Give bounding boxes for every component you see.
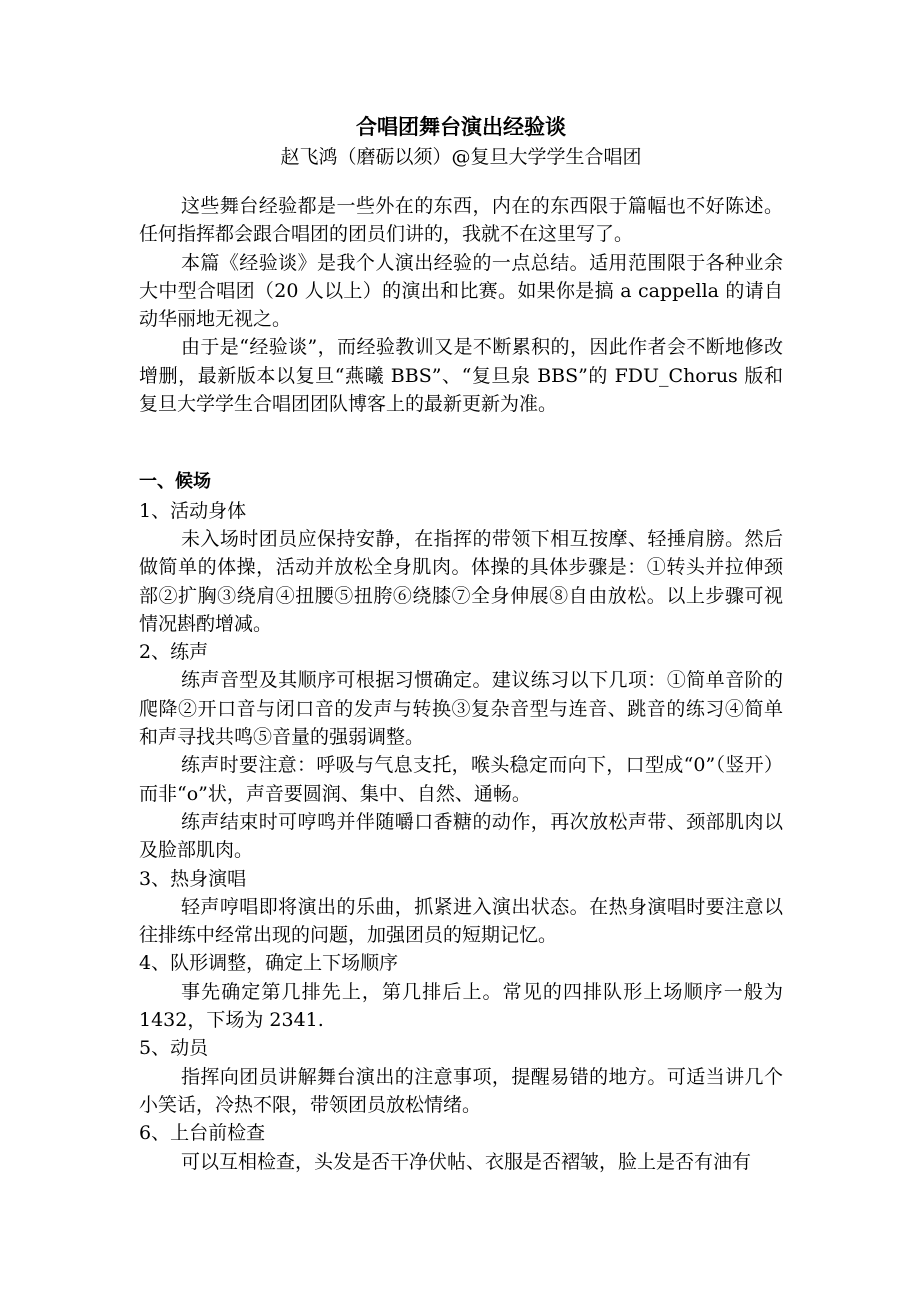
body-paragraph: 事先确定第几排先上，第几排后上。常见的四排队形上场顺序一般为1432，下场为 2341. <box>139 980 783 1032</box>
item-title: 2、练声 <box>139 641 209 664</box>
item-title: 4、队形调整，确定上下场顺序 <box>139 952 399 975</box>
author-line: 赵飞鸿（磨砺以须）@复旦大学学生合唱团 <box>280 146 642 168</box>
section-heading: 一、候场 <box>139 471 211 493</box>
document-page <box>139 112 783 1176</box>
item-title: 5、动员 <box>139 1037 209 1060</box>
body-paragraph: 可以互相检查，头发是否干净伏帖、衣服是否褶皱，脸上是否有油有 <box>181 1150 752 1173</box>
document-title: 合唱团舞台演出经验谈 <box>356 115 566 139</box>
body-paragraph: 未入场时团员应保持安静，在指挥的带领下相互按摩、轻捶肩膀。然后做简单的体操，活动并放松全身肌肉。体操的具体步骤是：①转头并拉伸颈部②扩胸③绕肩④扭腰⑤扭胯⑥绕膝⑦全身伸展⑧自由放松。以上步骤可视情况斟酌增减。 <box>139 527 783 635</box>
item-title: 3、热身演唱 <box>139 867 247 890</box>
intro-paragraph: 本篇《经验谈》是我个人演出经验的一点总结。适用范围限于各种业余大中型合唱团（20 人以上）的演出和比赛。如果你是搞 a cappella 的请自动华丽地无视之。 <box>139 251 783 331</box>
item-title: 6、上台前检查 <box>139 1122 266 1145</box>
body-paragraph: 练声时要注意：呼吸与气息支托，喉头稳定而向下，口型成“0”（竖开）而非“o”状，声音要圆润、集中、自然、通畅。 <box>139 754 783 805</box>
body-paragraph: 练声音型及其顺序可根据习惯确定。建议练习以下几项：①简单音阶的爬降②开口音与闭口音的发声与转换③复杂音型与连音、跳音的练习④简单和声寻找共鸣⑤音量的强弱调整。 <box>139 669 783 749</box>
intro-paragraph: 由于是“经验谈”，而经验教训又是不断累积的，因此作者会不断地修改增删，最新版本以复旦“燕曦 BBS”、“复旦泉 BBS”的 FDU_Chorus 版和复旦大学学生合唱团团队博客上的最新更新为准。 <box>139 336 783 416</box>
body-paragraph: 指挥向团员讲解舞台演出的注意事项，提醒易错的地方。可适当讲几个小笑话，冷热不限，带领团员放松情绪。 <box>139 1065 783 1116</box>
body-paragraph: 练声结束时可哼鸣并伴随嚼口香糖的动作，再次放松声带、颈部肌肉以及脸部肌肉。 <box>139 810 783 862</box>
body-paragraph: 轻声哼唱即将演出的乐曲，抓紧进入演出状态。在热身演唱时要注意以往排练中经常出现的问题，加强团员的短期记忆。 <box>139 895 783 947</box>
item-title: 1、活动身体 <box>139 499 247 522</box>
section-spacer <box>139 418 783 468</box>
intro-paragraph: 这些舞台经验都是一些外在的东西，内在的东西限于篇幅也不好陈述。任何指挥都会跟合唱团的团员们讲的，我就不在这里写了。 <box>139 195 783 246</box>
